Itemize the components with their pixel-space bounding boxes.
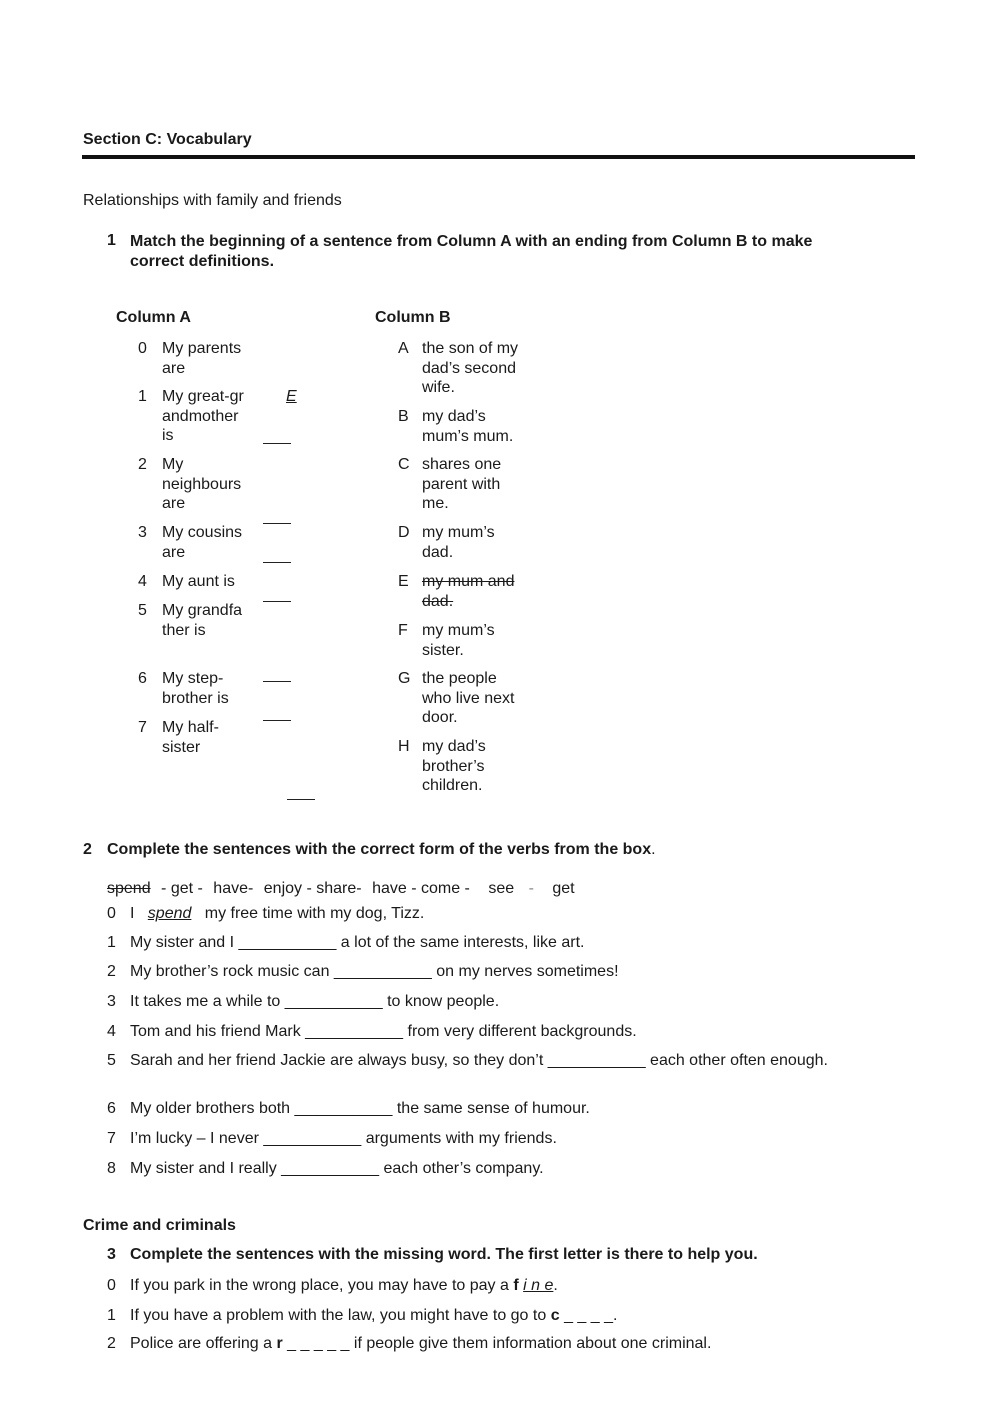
answer-blank-1[interactable] — [263, 443, 291, 444]
q2-instruction: Complete the sentences with the correct form of the verbs from the box. — [107, 841, 656, 858]
q3-number: 3 — [107, 1246, 116, 1263]
crime-heading: Crime and criminals — [83, 1217, 236, 1234]
q1-number: 1 — [107, 232, 116, 249]
q2-number: 2 — [83, 841, 92, 858]
column-a-header: Column A — [116, 309, 191, 326]
answer-blank-4[interactable] — [263, 601, 291, 602]
example-answer: E — [286, 388, 297, 405]
section-divider — [82, 155, 915, 159]
verb-box: spend - get - have- enjoy - share- have - come - see - get — [107, 880, 575, 897]
topic-subheading: Relationships with family and friends — [83, 192, 342, 209]
answer-blank-6[interactable] — [263, 720, 291, 721]
answer-blank-7[interactable] — [287, 799, 315, 800]
q1-instruction: Match the beginning of a sentence from Column A with an ending from Column B to make correct definitions. — [130, 233, 813, 270]
section-title: Section C: Vocabulary — [83, 131, 252, 148]
column-b-header: Column B — [375, 309, 451, 326]
answer-blank-3[interactable] — [263, 562, 291, 563]
answer-blank-5[interactable] — [263, 681, 291, 682]
answer-blank-2[interactable] — [263, 523, 291, 524]
q3-instruction: Complete the sentences with the missing word. The first letter is there to help you. — [130, 1246, 758, 1263]
